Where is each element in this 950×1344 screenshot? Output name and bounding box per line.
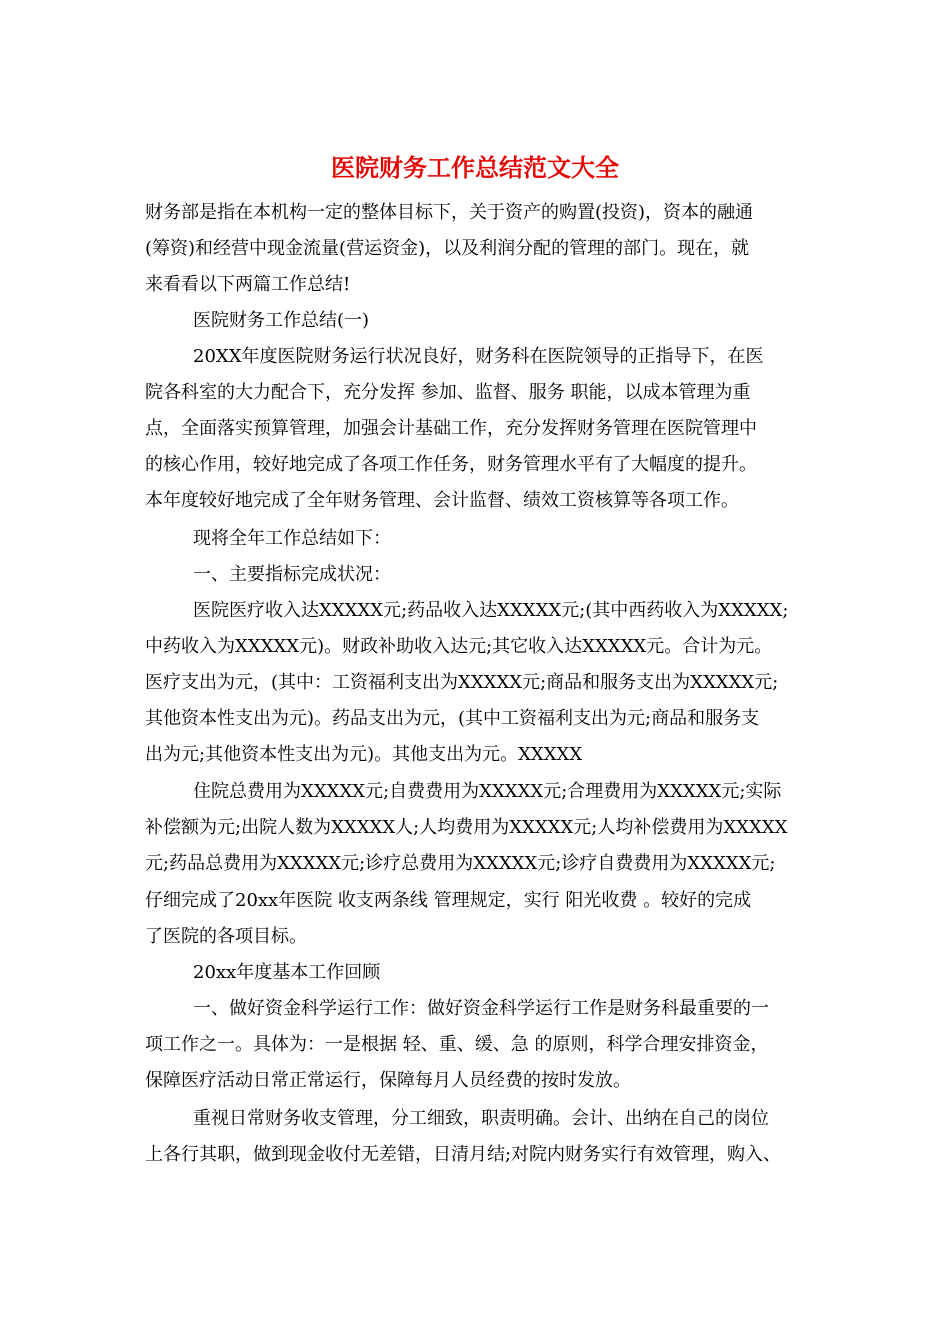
text-line: 项工作之一。具体为：一是根据 轻、重、缓、急 的原则，科学合理安排资金， bbox=[145, 1034, 769, 1055]
text-line: 来看看以下两篇工作总结! bbox=[145, 274, 351, 295]
text-line: 的核心作用，较好地完成了各项工作任务，财务管理水平有了大幅度的提升。 bbox=[145, 454, 757, 475]
text-line: (筹资)和经营中现金流量(营运资金)，以及利润分配的管理的部门。现在，就 bbox=[145, 238, 750, 259]
text-line: 中药收入为XXXXX元)。财政补助收入达元;其它收入达XXXXX元。合计为元。 bbox=[145, 636, 773, 657]
text-line: 点，全面落实预算管理，加强会计基础工作，充分发挥财务管理在医院管理中 bbox=[145, 418, 757, 439]
text-line: 20XX年度医院财务运行状况良好，财务科在医院领导的正指导下，在医 bbox=[193, 346, 764, 367]
document-title: 医院财务工作总结范文大全 bbox=[331, 153, 619, 182]
section-heading: 医院财务工作总结(一) bbox=[193, 310, 370, 331]
text-line: 了医院的各项目标。 bbox=[145, 926, 307, 947]
text-line: 一、做好资金科学运行工作：做好资金科学运行工作是财务科最重要的一 bbox=[193, 998, 769, 1019]
text-line: 保障医疗活动日常正常运行，保障每月人员经费的按时发放。 bbox=[145, 1070, 631, 1091]
section-heading: 20xx年度基本工作回顾 bbox=[193, 962, 381, 983]
text-line: 财务部是指在本机构一定的整体目标下，关于资产的购置(投资)，资本的融通 bbox=[145, 202, 754, 223]
text-line: 医疗支出为元，(其中：工资福利支出为XXXXX元;商品和服务支出为XXXXX元; bbox=[145, 672, 779, 693]
text-line: 补偿额为元;出院人数为XXXXX人;人均费用为XXXXX元;人均补偿费用为XXXXX bbox=[145, 817, 788, 838]
text-line: 院各科室的大力配合下，充分发挥 参加、监督、服务 职能，以成本管理为重 bbox=[145, 382, 751, 403]
text-line: 仔细完成了20xx年医院 收支两条线 管理规定，实行 阳光收费 。较好的完成 bbox=[145, 890, 752, 911]
text-line: 其他资本性支出为元)。药品支出为元，(其中工资福利支出为元;商品和服务支 bbox=[145, 708, 760, 729]
text-line: 重视日常财务收支管理，分工细致，职责明确。会计、出纳在自己的岗位 bbox=[193, 1108, 769, 1129]
text-line: 现将全年工作总结如下： bbox=[193, 528, 391, 549]
text-line: 元;药品总费用为XXXXX元;诊疗总费用为XXXXX元;诊疗自费费用为XXXXX元; bbox=[145, 853, 776, 874]
text-line: 住院总费用为XXXXX元;自费费用为XXXXX元;合理费用为XXXXX元;实际 bbox=[193, 781, 782, 802]
text-line: 出为元;其他资本性支出为元)。其他支出为元。XXXXX bbox=[145, 744, 583, 765]
text-line: 本年度较好地完成了全年财务管理、会计监督、绩效工资核算等各项工作。 bbox=[145, 490, 739, 511]
section-heading: 一、主要指标完成状况： bbox=[193, 564, 391, 585]
text-line: 医院医疗收入达XXXXX元;药品收入达XXXXX元;(其中西药收入为XXXXX; bbox=[193, 600, 789, 621]
text-line: 上各行其职，做到现金收付无差错，日清月结;对院内财务实行有效管理，购入、 bbox=[145, 1144, 782, 1165]
